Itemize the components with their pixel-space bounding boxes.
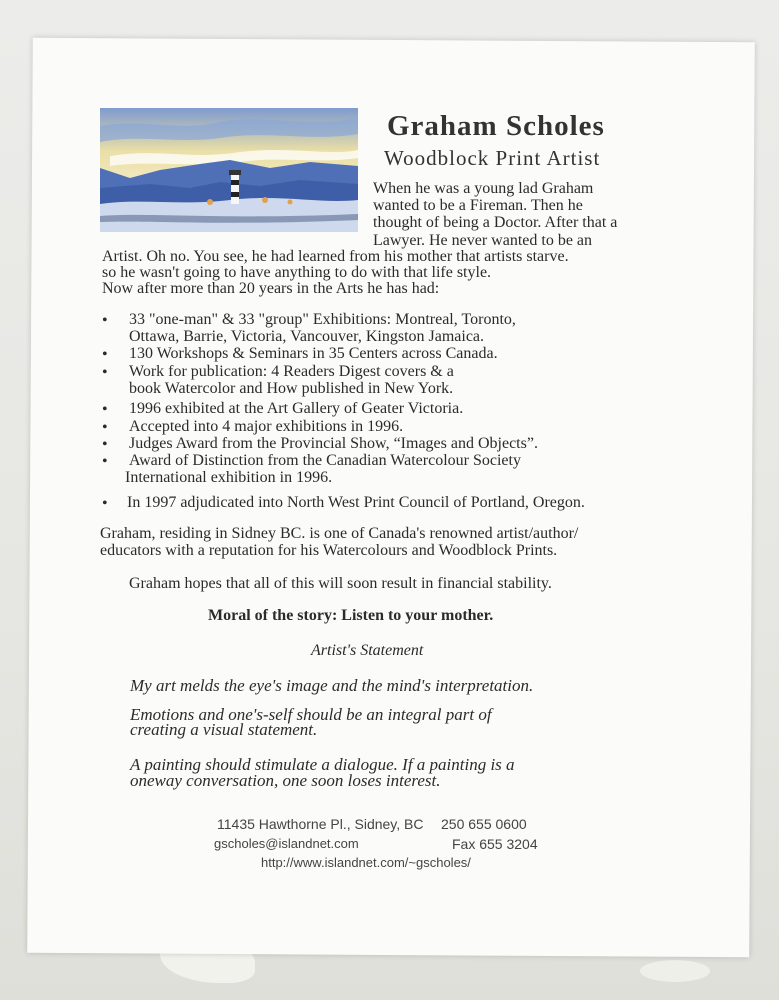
bullet: • <box>102 346 108 363</box>
bullet: • <box>102 312 108 329</box>
statement-line: A painting should stimulate a dialogue. If a painting is a <box>130 755 515 774</box>
intro-line: Now after more than 20 years in the Arts he has had: <box>102 280 440 297</box>
artist-title: Woodblock Print Artist <box>384 146 601 170</box>
contact-address: 11435 Hawthorne Pl., Sidney, BC <box>217 816 424 832</box>
bullet: • <box>102 436 108 453</box>
intro-line: so he wasn't going to have anything to do with that life style. <box>102 264 492 281</box>
list-item: Award of Distinction from the Canadian Watercolour Society <box>129 452 521 469</box>
list-item: Judges Award from the Provincial Show, “Images and Objects”. <box>129 435 538 452</box>
list-item: International exhibition in 1996. <box>125 469 333 486</box>
list-item: Accepted into 4 major exhibitions in 1996. <box>129 418 404 435</box>
lighthouse-woodblock-print <box>100 108 358 232</box>
bullet: • <box>102 419 108 436</box>
bullet: • <box>102 453 108 470</box>
hope-text: Graham hopes that all of this will soon result in financial stability. <box>129 575 552 592</box>
intro-line: wanted to be a Fireman. Then he <box>373 197 583 214</box>
bio-line: educators with a reputation for his Watercolours and Woodblock Prints. <box>100 542 558 559</box>
statement-line: My art melds the eye's image and the mind's interpretation. <box>130 676 534 695</box>
bullet: • <box>102 495 108 512</box>
list-item: In 1997 adjudicated into North West Print Council of Portland, Oregon. <box>127 494 585 511</box>
contact-email: gscholes@islandnet.com <box>214 836 359 851</box>
contact-fax: Fax 655 3204 <box>452 836 538 852</box>
bullet: • <box>102 401 108 418</box>
intro-line: When he was a young lad Graham <box>373 180 594 197</box>
contact-phone: 250 655 0600 <box>441 816 527 832</box>
artist-name: Graham Scholes <box>387 110 605 142</box>
intro-line: Artist. Oh no. You see, he had learned from his mother that artists starve. <box>102 248 569 265</box>
list-item: Work for publication: 4 Readers Digest covers & a <box>129 363 454 380</box>
intro-line: Lawyer. He never wanted to be an <box>373 232 593 249</box>
list-item: 1996 exhibited at the Art Gallery of Geater Victoria. <box>129 400 464 417</box>
list-item: 33 "one-man" & 33 "group" Exhibitions: Montreal, Toronto, <box>129 311 516 328</box>
statement-line: creating a visual statement. <box>130 720 318 739</box>
statement-line: oneway conversation, one soon loses interest. <box>130 771 441 790</box>
intro-line: thought of being a Doctor. After that a <box>373 214 618 231</box>
list-item: Ottawa, Barrie, Victoria, Vancouver, Kingston Jamaica. <box>129 328 485 345</box>
list-item: 130 Workshops & Seminars in 35 Centers across Canada. <box>129 345 498 362</box>
bullet: • <box>102 364 108 381</box>
list-item: book Watercolor and How published in New York. <box>129 380 454 397</box>
contact-website: http://www.islandnet.com/~gscholes/ <box>261 855 471 870</box>
statement-title: Artist's Statement <box>311 642 424 659</box>
statement-line: Emotions and one's-self should be an integral part of <box>130 705 492 724</box>
paper-tear <box>640 960 710 982</box>
moral-text: Moral of the story: Listen to your mother. <box>208 607 494 624</box>
bio-line: Graham, residing in Sidney BC. is one of Canada's renowned artist/author/ <box>100 525 579 542</box>
